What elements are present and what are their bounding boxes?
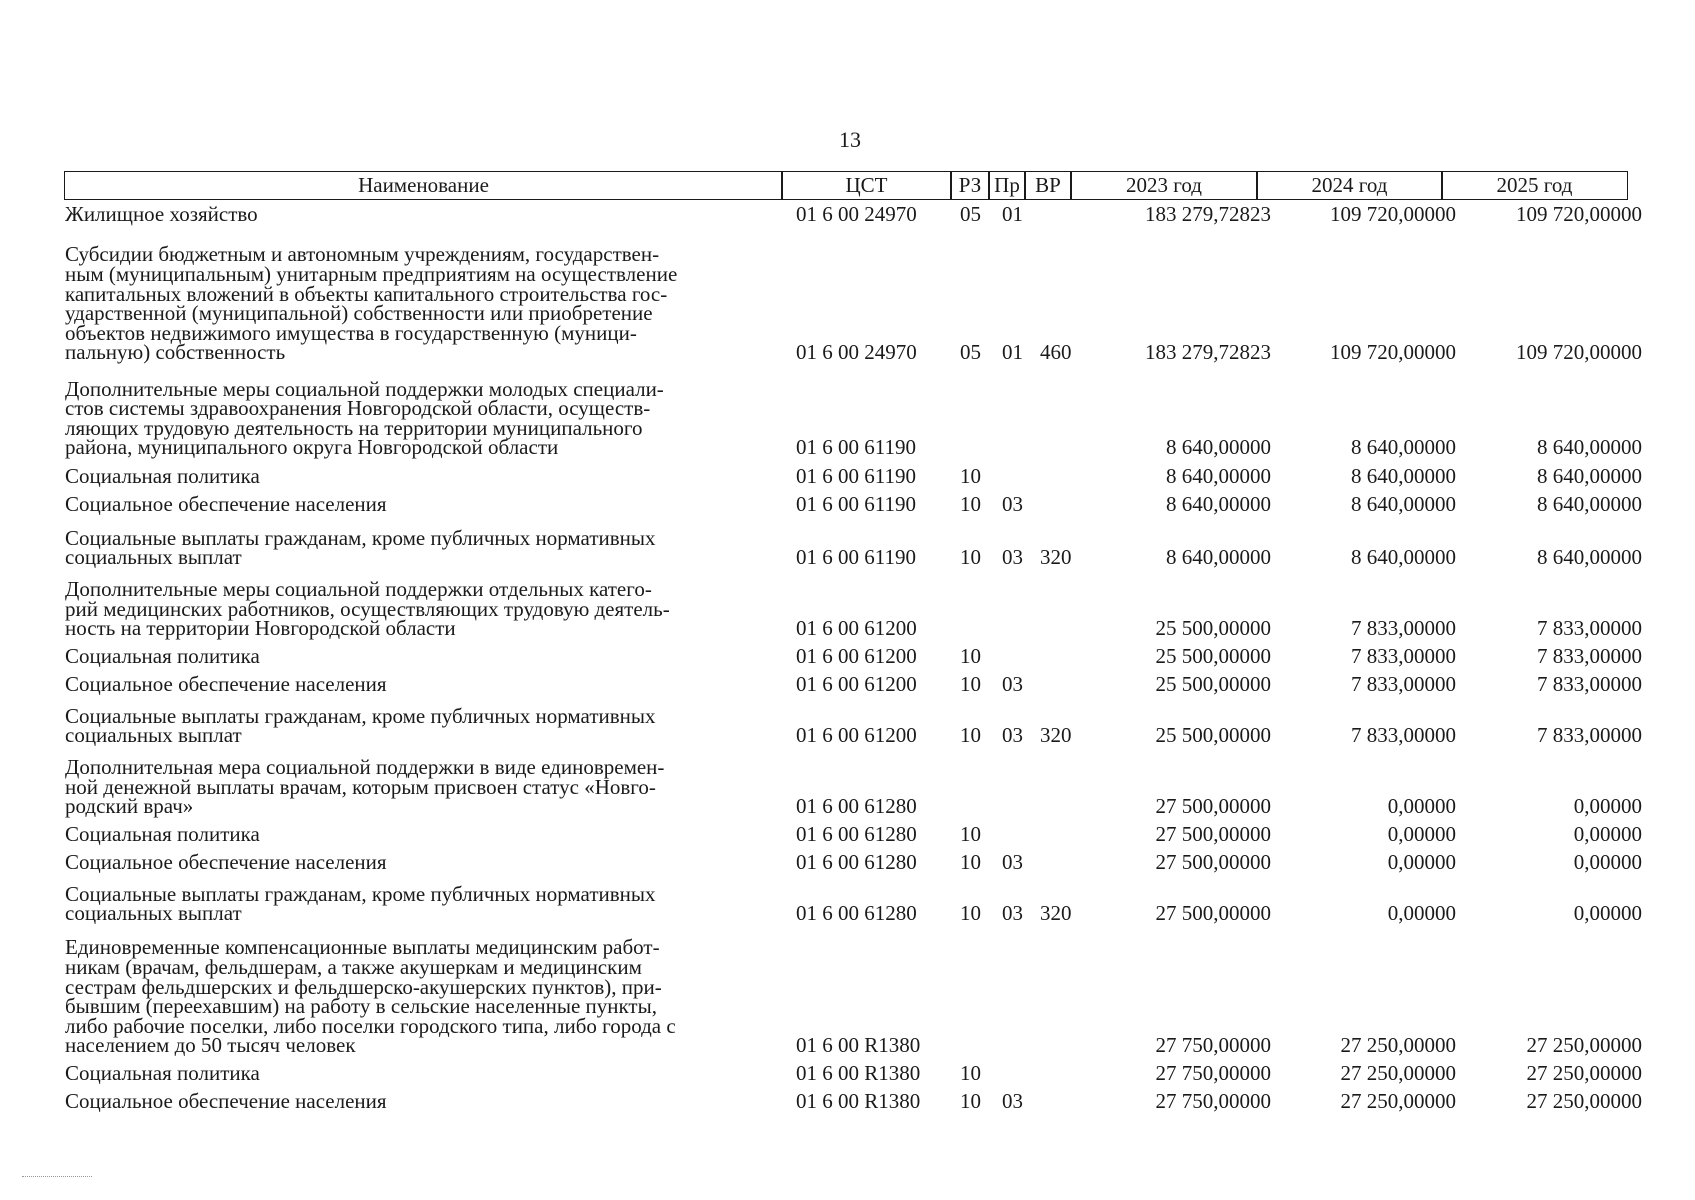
table-row [0, 700, 1695, 746]
row-cst: 01 6 00 24970 [796, 202, 917, 226]
row-2025: 8 640,00000 [1537, 545, 1642, 569]
row-2023: 27 750,00000 [1155, 1033, 1271, 1057]
header-pr: Пр [988, 171, 1026, 200]
table-row [0, 463, 1695, 487]
row-2025: 27 250,00000 [1526, 1061, 1642, 1085]
row-name: Социальные выплаты гражданам, кроме публичных нормативных социальных выплат [65, 881, 656, 926]
row-name: Жилищное хозяйство [65, 202, 258, 227]
row-name: Социальная политика [65, 1061, 260, 1086]
table-row [0, 928, 1695, 1056]
table-row [0, 671, 1695, 695]
row-rz: 10 [960, 464, 981, 488]
row-cst: 01 6 00 61280 [796, 794, 917, 818]
row-2025: 7 833,00000 [1537, 616, 1642, 640]
row-cst: 01 6 00 61200 [796, 723, 917, 747]
row-2025: 0,00000 [1573, 850, 1642, 874]
row-vr: 320 [1040, 545, 1072, 569]
row-2025: 8 640,00000 [1537, 464, 1642, 488]
row-rz: 10 [960, 672, 981, 696]
row-2024: 27 250,00000 [1340, 1089, 1456, 1113]
row-name: Социальное обеспечение населения [65, 850, 387, 875]
row-2024: 8 640,00000 [1351, 435, 1456, 459]
row-name: Социальное обеспечение населения [65, 672, 387, 697]
row-2024: 7 833,00000 [1351, 616, 1456, 640]
row-name: Дополнительные меры социальной поддержки молодых специали- стов системы здравоохранения Новгородской области, осуществ- ляющих трудовую деятельность на территории муниципального района, муниципального округа Новгородской области [65, 376, 664, 460]
row-rz: 05 [960, 340, 981, 364]
row-2023: 8 640,00000 [1166, 492, 1271, 516]
row-cst: 01 6 00 R1380 [796, 1061, 921, 1085]
row-2024: 8 640,00000 [1351, 464, 1456, 488]
row-pr: 03 [1002, 545, 1023, 569]
header-2025: 2025 год [1441, 171, 1628, 200]
row-2025: 7 833,00000 [1537, 723, 1642, 747]
row-cst: 01 6 00 24970 [796, 340, 917, 364]
table-row [0, 491, 1695, 515]
row-name: Единовременные компенсационные выплаты медицинским работ- никам (врачам, фельдшерам, а также акушеркам и медицинским сестрам фельдшерских и фельдшерско-акушерских пунктов), при- бывшим (переехавшим) на работу в сельские населенные пункты, либо рабочие поселки, либо поселки городского типа, либо города с населением до 50 тысяч человек [65, 935, 676, 1058]
page-number: 13 [839, 127, 861, 152]
row-pr: 03 [1002, 1089, 1023, 1113]
row-pr: 03 [1002, 901, 1023, 925]
row-rz: 10 [960, 492, 981, 516]
header-rz: РЗ [950, 171, 990, 200]
row-2025: 0,00000 [1573, 901, 1642, 925]
row-2025: 8 640,00000 [1537, 435, 1642, 459]
row-rz: 10 [960, 850, 981, 874]
row-cst: 01 6 00 61280 [796, 822, 917, 846]
row-2025: 109 720,00000 [1516, 340, 1642, 364]
row-name: Дополнительная мера социальной поддержки в виде единовремен- ной денежной выплаты врачам, которым присвоен статус «Новго- родский врач» [65, 755, 665, 819]
row-pr: 03 [1002, 672, 1023, 696]
row-2024: 0,00000 [1387, 794, 1456, 818]
row-2025: 7 833,00000 [1537, 644, 1642, 668]
table-row [0, 750, 1695, 817]
row-name: Социальная политика [65, 644, 260, 669]
row-2025: 27 250,00000 [1526, 1089, 1642, 1113]
row-name: Субсидии бюджетным и автономным учреждениям, государствен- ным (муниципальным) унитарным предприятиям на осуществление капитальных вложений в объекты капитального строительства гос- ударственной (муниципальной) собственности или приобретение объектов недвижимого имущества в государственную (муници- пальную) собственность [65, 242, 678, 365]
row-cst: 01 6 00 61200 [796, 644, 917, 668]
row-cst: 01 6 00 61190 [796, 464, 916, 488]
row-2023: 25 500,00000 [1155, 672, 1271, 696]
row-pr: 03 [1002, 492, 1023, 516]
row-2023: 8 640,00000 [1166, 435, 1271, 459]
row-pr: 03 [1002, 850, 1023, 874]
row-cst: 01 6 00 R1380 [796, 1033, 921, 1057]
table-row [0, 201, 1695, 225]
row-vr: 320 [1040, 723, 1072, 747]
row-cst: 01 6 00 61190 [796, 435, 916, 459]
table-header [64, 171, 1648, 200]
row-pr: 01 [1002, 202, 1023, 226]
row-vr: 460 [1040, 340, 1072, 364]
header-vr: ВР [1024, 171, 1072, 200]
row-2023: 27 500,00000 [1155, 850, 1271, 874]
row-2024: 8 640,00000 [1351, 545, 1456, 569]
table-row [0, 572, 1695, 639]
table-row [0, 522, 1695, 568]
row-2023: 183 279,72823 [1145, 340, 1271, 364]
row-2025: 0,00000 [1573, 794, 1642, 818]
row-vr: 320 [1040, 901, 1072, 925]
row-rz: 10 [960, 644, 981, 668]
row-name: Социальные выплаты гражданам, кроме публичных нормативных социальных выплат [65, 703, 656, 748]
table-row [0, 849, 1695, 873]
row-2024: 27 250,00000 [1340, 1033, 1456, 1057]
row-2025: 8 640,00000 [1537, 492, 1642, 516]
row-rz: 05 [960, 202, 981, 226]
row-name: Социальное обеспечение населения [65, 492, 387, 517]
row-rz: 10 [960, 1061, 981, 1085]
row-cst: 01 6 00 61200 [796, 616, 917, 640]
row-2023: 8 640,00000 [1166, 464, 1271, 488]
row-2025: 7 833,00000 [1537, 672, 1642, 696]
table-row [0, 643, 1695, 667]
row-2023: 27 750,00000 [1155, 1061, 1271, 1085]
row-2025: 27 250,00000 [1526, 1033, 1642, 1057]
row-name: Социальная политика [65, 464, 260, 489]
row-name: Дополнительные меры социальной поддержки отдельных катего- рий медицинских работников, осуществляющих трудовую деятель- ность на территории Новгородской области [65, 577, 670, 641]
row-2023: 27 500,00000 [1155, 794, 1271, 818]
row-name: Социальное обеспечение населения [65, 1089, 387, 1114]
header-2024: 2024 год [1256, 171, 1443, 200]
row-2023: 183 279,72823 [1145, 202, 1271, 226]
row-2024: 109 720,00000 [1330, 340, 1456, 364]
row-rz: 10 [960, 901, 981, 925]
row-2024: 0,00000 [1387, 850, 1456, 874]
row-2023: 27 500,00000 [1155, 822, 1271, 846]
row-2023: 25 500,00000 [1155, 723, 1271, 747]
row-cst: 01 6 00 R1380 [796, 1089, 921, 1113]
table-row [0, 1060, 1695, 1084]
table-row [0, 372, 1695, 458]
row-pr: 03 [1002, 723, 1023, 747]
row-2024: 27 250,00000 [1340, 1061, 1456, 1085]
scan-mark [22, 1176, 92, 1179]
row-rz: 10 [960, 822, 981, 846]
table-row [0, 235, 1695, 363]
row-pr: 01 [1002, 340, 1023, 364]
row-rz: 10 [960, 545, 981, 569]
row-2025: 0,00000 [1573, 822, 1642, 846]
table-row [0, 878, 1695, 924]
row-2023: 25 500,00000 [1155, 644, 1271, 668]
header-cst: ЦСТ [781, 171, 952, 200]
row-2023: 27 750,00000 [1155, 1089, 1271, 1113]
row-cst: 01 6 00 61280 [796, 901, 917, 925]
header-name: Наименование [64, 171, 783, 200]
header-2023: 2023 год [1070, 171, 1258, 200]
row-name: Социальные выплаты гражданам, кроме публичных нормативных социальных выплат [65, 525, 656, 570]
row-2024: 0,00000 [1387, 901, 1456, 925]
row-2024: 8 640,00000 [1351, 492, 1456, 516]
row-name: Социальная политика [65, 822, 260, 847]
row-cst: 01 6 00 61280 [796, 850, 917, 874]
row-cst: 01 6 00 61190 [796, 545, 916, 569]
row-rz: 10 [960, 1089, 981, 1113]
row-cst: 01 6 00 61200 [796, 672, 917, 696]
row-2024: 109 720,00000 [1330, 202, 1456, 226]
row-rz: 10 [960, 723, 981, 747]
row-2023: 25 500,00000 [1155, 616, 1271, 640]
row-cst: 01 6 00 61190 [796, 492, 916, 516]
table-row [0, 1088, 1695, 1112]
row-2024: 7 833,00000 [1351, 723, 1456, 747]
row-2024: 0,00000 [1387, 822, 1456, 846]
row-2024: 7 833,00000 [1351, 672, 1456, 696]
row-2023: 27 500,00000 [1155, 901, 1271, 925]
row-2023: 8 640,00000 [1166, 545, 1271, 569]
table-row [0, 821, 1695, 845]
row-2025: 109 720,00000 [1516, 202, 1642, 226]
row-2024: 7 833,00000 [1351, 644, 1456, 668]
